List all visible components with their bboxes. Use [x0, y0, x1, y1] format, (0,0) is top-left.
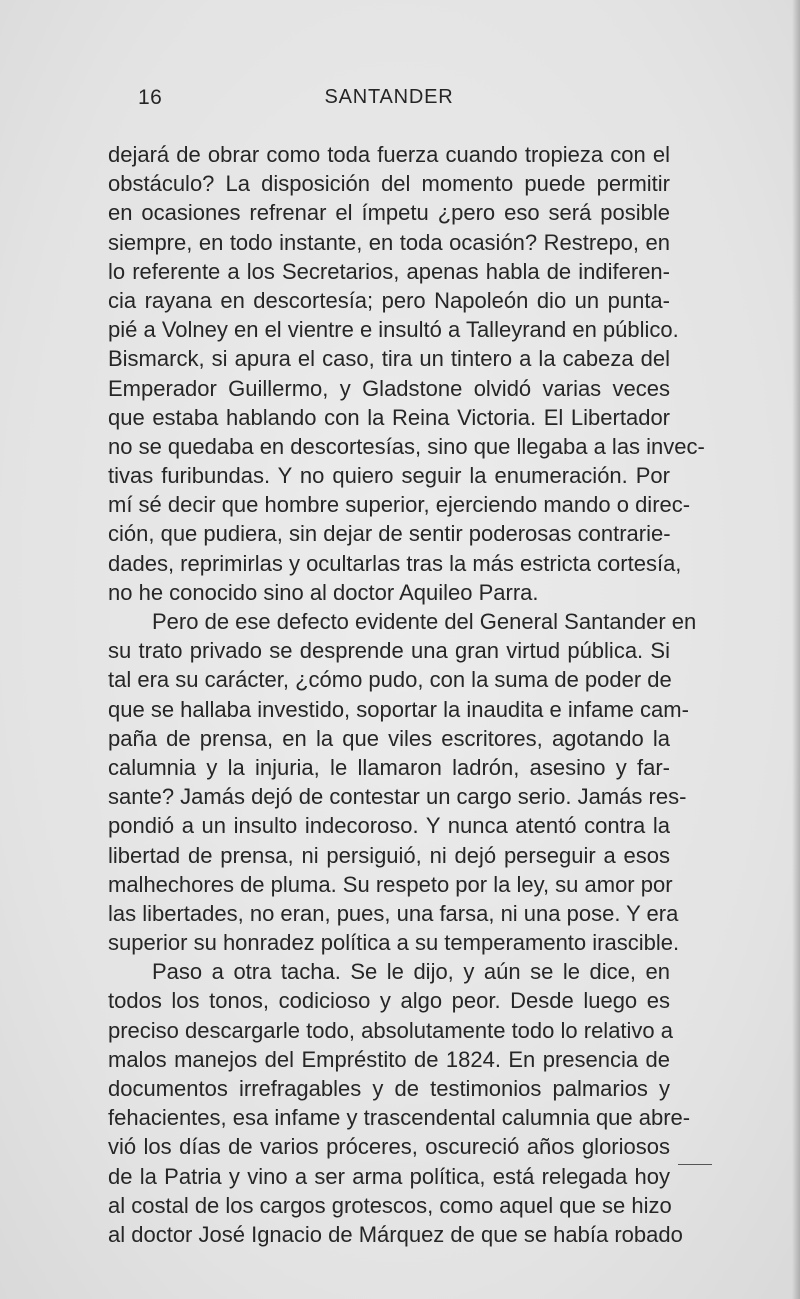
text-line: calumnia y la injuria, le llamaron ladrón, asesino y far-	[108, 754, 670, 780]
text-line: malhechores de pluma. Su respeto por la ley, su amor por	[108, 871, 673, 897]
text-line: Paso a otra tacha. Se le dijo, y aún se le dice, en	[152, 959, 670, 985]
text-line: que se hallaba investido, soportar la inaudita e infame cam-	[108, 696, 689, 722]
text-line: dades, reprimirlas y ocultarlas tras la más estricta cortesía,	[108, 550, 682, 576]
text-line: que estaba hablando con la Reina Victoria. El Libertador	[108, 404, 670, 430]
text-line: al doctor José Ignacio de Márquez de que se había robado	[108, 1221, 683, 1247]
page-edge-shadow	[792, 0, 800, 1299]
text-line: al costal de los cargos grotescos, como aquel que se hizo	[108, 1192, 672, 1218]
page-number: 16	[138, 86, 163, 109]
text-line: obstáculo? La disposición del momento puede permitir	[108, 171, 670, 197]
text-line: cia rayana en descortesía; pero Napoleón dio un punta-	[108, 287, 670, 313]
text-line: no he conocido sino al doctor Aquileo Parra.	[108, 579, 539, 605]
text-line: lo referente a los Secretarios, apenas habla de indiferen-	[108, 258, 670, 284]
text-line: de la Patria y vino a ser arma política, está relegada hoy	[108, 1163, 670, 1189]
text-line: Emperador Guillermo, y Gladstone olvidó varias veces	[108, 375, 670, 401]
text-line: documentos irrefragables y de testimonios palmarios y	[108, 1076, 670, 1101]
text-line: en ocasiones refrenar el ímpetu ¿pero eso será posible	[108, 200, 670, 226]
text-line: libertad de prensa, ni persiguió, ni dejó perseguir a esos	[108, 842, 670, 868]
text-line: malos manejos del Empréstito de 1824. En presencia de	[108, 1046, 670, 1072]
text-line: no se quedaba en descortesías, sino que llegaba a las invec-	[108, 433, 705, 459]
text-line: fehacientes, esa infame y trascendental calumnia que abre-	[108, 1105, 691, 1131]
text-line: pondió a un insulto indecoroso. Y nunca atentó contra la	[108, 813, 670, 839]
text-line: siempre, en todo instante, en toda ocasión? Restrepo, en	[108, 229, 670, 255]
text-line: Pero de ese defecto evidente del General Santander en	[152, 609, 697, 634]
text-line: las libertades, no eran, pues, una farsa, ni una pose. Y era	[108, 900, 679, 926]
text-line: tivas furibundas. Y no quiero seguir la enumeración. Por	[108, 463, 670, 489]
text-line: superior su honradez política a su temperamento irascible.	[108, 930, 680, 956]
body-text	[108, 140, 705, 1249]
running-title: SANTANDER	[324, 86, 454, 108]
running-head	[108, 86, 670, 116]
text-line: preciso descargarle todo, absolutamente todo lo relativo a	[108, 1017, 674, 1043]
text-line: dejará de obrar como toda fuerza cuando tropieza con el	[108, 142, 670, 167]
text-line: pié a Volney en el vientre e insultó a Talleyrand en público.	[108, 317, 679, 343]
line-continuation-mark	[678, 1164, 712, 1165]
text-line: paña de prensa, en la que viles escritores, agotando la	[108, 725, 670, 751]
text-line: Bismarck, si apura el caso, tira un tintero a la cabeza del	[108, 346, 670, 372]
text-line: todos los tonos, codicioso y algo peor. Desde luego es	[108, 988, 670, 1014]
text-line: sante? Jamás dejó de contestar un cargo serio. Jamás res-	[108, 784, 687, 810]
text-line: mí sé decir que hombre superior, ejerciendo mando o direc-	[108, 492, 691, 518]
text-line: tal era su carácter, ¿cómo pudo, con la suma de poder de	[108, 667, 672, 693]
text-line: su trato privado se desprende una gran virtud pública. Si	[108, 638, 670, 664]
text-line: ción, que pudiera, sin dejar de sentir poderosas contrarie-	[108, 521, 671, 547]
text-line: vió los días de varios próceres, oscureció años gloriosos	[108, 1134, 670, 1160]
